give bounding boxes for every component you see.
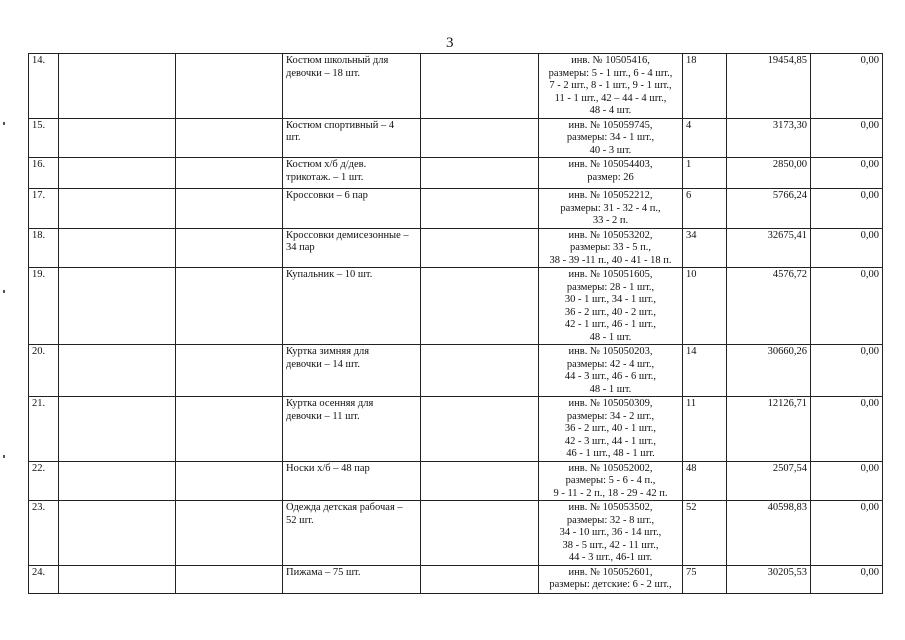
row-number-cell: 24. [29, 565, 59, 593]
quantity-cell: 75 [683, 565, 727, 593]
item-name-line: девочки – 18 шт. [286, 67, 361, 79]
empty-cell [176, 268, 283, 345]
quantity-cell: 4 [683, 118, 727, 158]
table-row [29, 189, 883, 229]
table-row [29, 501, 883, 566]
inventory-details-line: 36 - 2 шт., 40 - 1 шт., [564, 423, 657, 434]
empty-cell [421, 565, 539, 593]
empty-cell [176, 158, 283, 189]
inventory-details-line: размеры: 31 - 32 - 4 п., [560, 202, 661, 214]
sum-cell: 5766,24 [727, 189, 811, 229]
inventory-details-line: размер: 26 [587, 171, 634, 183]
inventory-details-line: инв. № 105052002, [568, 462, 653, 474]
inventory-details-line: инв. № 105053202, [568, 229, 653, 241]
empty-cell [59, 461, 176, 501]
empty-cell [176, 54, 283, 119]
row-number-cell: 19. [29, 268, 59, 345]
row-number-cell: 17. [29, 189, 59, 229]
inventory-details-line: 9 - 11 - 2 п., 18 - 29 - 42 п. [553, 487, 668, 499]
inventory-details-line: 46 - 1 шт., 48 - 1 шт. [566, 448, 655, 459]
item-name-line: 52 шт. [286, 514, 314, 526]
sum-cell: 19454,85 [727, 54, 811, 119]
table-row [29, 158, 883, 189]
item-name-cell [283, 461, 421, 501]
item-name-cell [283, 565, 421, 593]
table-row [29, 54, 883, 119]
item-name-cell [283, 501, 421, 566]
table-row [29, 397, 883, 462]
empty-cell [59, 118, 176, 158]
inventory-details-line: 48 - 4 шт. [589, 105, 632, 116]
sum-cell: 2850,00 [727, 158, 811, 189]
item-name-line: шт. [286, 132, 301, 143]
row-number-cell: 23. [29, 501, 59, 566]
inventory-details-line: инв. № 105053502, [568, 502, 653, 513]
inventory-details-line: инв. № 105054403, [568, 159, 653, 170]
item-name-cell [283, 118, 421, 158]
inventory-details-line: инв. № 105052601, [568, 566, 653, 578]
inventory-details-cell [539, 118, 683, 158]
empty-cell [421, 397, 539, 462]
inventory-details-line: инв. № 105059745, [568, 119, 653, 131]
sum-cell: 30660,26 [727, 345, 811, 397]
inventory-details-cell [539, 189, 683, 229]
scan-mark [3, 455, 5, 458]
row-number-cell: 15. [29, 118, 59, 158]
item-name-line: Одежда детская рабочая – [286, 502, 403, 513]
item-name-cell [283, 54, 421, 119]
table-row [29, 461, 883, 501]
inventory-details-line: инв. № 10505416, [571, 55, 650, 66]
inventory-details-line: инв. № 105050203, [568, 346, 653, 357]
empty-cell [59, 565, 176, 593]
inventory-details-line: размеры: 5 - 1 шт., 6 - 4 шт., [548, 67, 673, 79]
empty-cell [59, 397, 176, 462]
item-name-line: Кроссовки демисезонные – [286, 229, 409, 241]
empty-cell [59, 54, 176, 119]
row-number-cell: 16. [29, 158, 59, 189]
page-number: 3 [446, 35, 454, 51]
quantity-cell: 18 [683, 54, 727, 119]
sum-cell: 12126,71 [727, 397, 811, 462]
quantity-cell: 52 [683, 501, 727, 566]
item-name-cell [283, 345, 421, 397]
row-number-cell: 22. [29, 461, 59, 501]
residual-value-cell: 0,00 [811, 158, 883, 189]
table-row [29, 345, 883, 397]
empty-cell [59, 158, 176, 189]
scan-mark [3, 290, 5, 293]
inventory-details-line: размеры: 5 - 6 - 4 п., [565, 475, 656, 486]
inventory-details-line: 36 - 2 шт., 40 - 2 шт., [564, 306, 657, 318]
item-name-line: 34 пар [286, 242, 315, 253]
inventory-details-cell [539, 228, 683, 268]
residual-value-cell: 0,00 [811, 461, 883, 501]
inventory-details-line: инв. № 105052212, [568, 190, 653, 201]
residual-value-cell: 0,00 [811, 268, 883, 345]
empty-cell [59, 345, 176, 397]
inventory-details-line: 44 - 3 шт., 46-1 шт. [568, 552, 653, 563]
item-name-line: Костюм спортивный – 4 [286, 119, 395, 131]
item-name-cell [283, 228, 421, 268]
empty-cell [176, 118, 283, 158]
table-body [29, 54, 883, 594]
quantity-cell: 11 [683, 397, 727, 462]
empty-cell [59, 228, 176, 268]
inventory-details-line: 40 - 3 шт. [589, 144, 632, 156]
empty-cell [59, 189, 176, 229]
empty-cell [421, 268, 539, 345]
inventory-details-cell [539, 158, 683, 189]
inventory-details-cell [539, 565, 683, 593]
residual-value-cell: 0,00 [811, 118, 883, 158]
inventory-details-line: размеры: 34 - 2 шт., [566, 410, 655, 422]
inventory-details-cell [539, 461, 683, 501]
empty-cell [59, 268, 176, 345]
item-name-line: трикотаж. – 1 шт. [286, 171, 364, 183]
empty-cell [176, 501, 283, 566]
item-name-cell [283, 397, 421, 462]
inventory-details-line: 48 - 1 шт. [589, 331, 632, 343]
sum-cell: 4576,72 [727, 268, 811, 345]
quantity-cell: 10 [683, 268, 727, 345]
inventory-details-line: инв. № 105051605, [568, 269, 653, 280]
inventory-details-line: 30 - 1 шт., 34 - 1 шт., [564, 294, 657, 305]
empty-cell [176, 345, 283, 397]
empty-cell [176, 228, 283, 268]
residual-value-cell: 0,00 [811, 501, 883, 566]
item-name-line: Пижама – 75 шт. [286, 566, 361, 578]
quantity-cell: 1 [683, 158, 727, 189]
empty-cell [176, 397, 283, 462]
inventory-details-line: размеры: 28 - 1 шт., [566, 281, 655, 293]
item-name-cell [283, 189, 421, 229]
inventory-details-cell [539, 397, 683, 462]
residual-value-cell: 0,00 [811, 54, 883, 119]
table-row [29, 565, 883, 593]
inventory-details-line: 48 - 1 шт. [589, 383, 632, 395]
item-name-cell [283, 158, 421, 189]
row-number-cell: 21. [29, 397, 59, 462]
inventory-details-line: 44 - 3 шт., 46 - 6 шт., [564, 371, 657, 382]
inventory-details-line: 7 - 2 шт., 8 - 1 шт., 9 - 1 шт., [549, 80, 672, 91]
quantity-cell: 34 [683, 228, 727, 268]
inventory-details-line: размеры: 33 - 5 п., [569, 242, 652, 253]
item-name-line: Костюм школьный для [286, 55, 389, 66]
inventory-details-line: размеры: 34 - 1 шт., [566, 132, 655, 143]
item-name-line: Купальник – 10 шт. [286, 269, 373, 280]
empty-cell [421, 461, 539, 501]
inventory-details-line: 38 - 5 шт., 42 - 11 шт., [562, 539, 659, 551]
empty-cell [59, 501, 176, 566]
table-row [29, 118, 883, 158]
inventory-details-cell [539, 345, 683, 397]
item-name-line: девочки – 14 шт. [286, 358, 361, 370]
item-name-line: Кроссовки – 6 пар [286, 190, 368, 201]
inventory-details-line: 42 - 1 шт., 46 - 1 шт., [564, 319, 657, 330]
inventory-details-line: 38 - 39 -11 п., 40 - 41 - 18 п. [549, 254, 672, 266]
residual-value-cell: 0,00 [811, 345, 883, 397]
empty-cell [421, 228, 539, 268]
sum-cell: 3173,30 [727, 118, 811, 158]
inventory-details-line: размеры: 42 - 4 шт., [566, 358, 655, 370]
row-number-cell: 18. [29, 228, 59, 268]
inventory-details-cell [539, 501, 683, 566]
row-number-cell: 20. [29, 345, 59, 397]
empty-cell [421, 118, 539, 158]
item-name-line: девочки – 11 шт. [286, 410, 360, 422]
inventory-details-line: 11 - 1 шт., 42 – 44 - 4 шт., [554, 92, 667, 104]
empty-cell [421, 189, 539, 229]
sum-cell: 40598,83 [727, 501, 811, 566]
empty-cell [421, 501, 539, 566]
residual-value-cell: 0,00 [811, 228, 883, 268]
quantity-cell: 14 [683, 345, 727, 397]
sum-cell: 32675,41 [727, 228, 811, 268]
inventory-details-line: 34 - 10 шт., 36 - 14 шт., [559, 527, 662, 538]
scan-mark [3, 122, 5, 125]
empty-cell [421, 345, 539, 397]
residual-value-cell: 0,00 [811, 397, 883, 462]
inventory-table [28, 53, 883, 594]
empty-cell [421, 54, 539, 119]
empty-cell [176, 189, 283, 229]
quantity-cell: 6 [683, 189, 727, 229]
item-name-line: Куртка зимняя для [286, 346, 370, 357]
table-row [29, 228, 883, 268]
residual-value-cell: 0,00 [811, 565, 883, 593]
empty-cell [421, 158, 539, 189]
quantity-cell: 48 [683, 461, 727, 501]
sum-cell: 2507,54 [727, 461, 811, 501]
inventory-details-line: 33 - 2 п. [592, 215, 629, 226]
residual-value-cell: 0,00 [811, 189, 883, 229]
item-name-line: Костюм х/б д/дев. [286, 159, 367, 170]
row-number-cell: 14. [29, 54, 59, 119]
item-name-cell [283, 268, 421, 345]
inventory-details-cell [539, 268, 683, 345]
inventory-details-line: 42 - 3 шт., 44 - 1 шт., [564, 435, 657, 447]
inventory-details-cell [539, 54, 683, 119]
item-name-line: Носки х/б – 48 пар [286, 462, 370, 474]
table-row [29, 268, 883, 345]
item-name-line: Куртка осенняя для [286, 398, 374, 409]
inventory-details-line: размеры: детские: 6 - 2 шт., [549, 579, 672, 590]
empty-cell [176, 461, 283, 501]
sum-cell: 30205,53 [727, 565, 811, 593]
inventory-details-line: размеры: 32 - 8 шт., [566, 514, 655, 526]
inventory-details-line: инв. № 105050309, [568, 398, 653, 409]
empty-cell [176, 565, 283, 593]
